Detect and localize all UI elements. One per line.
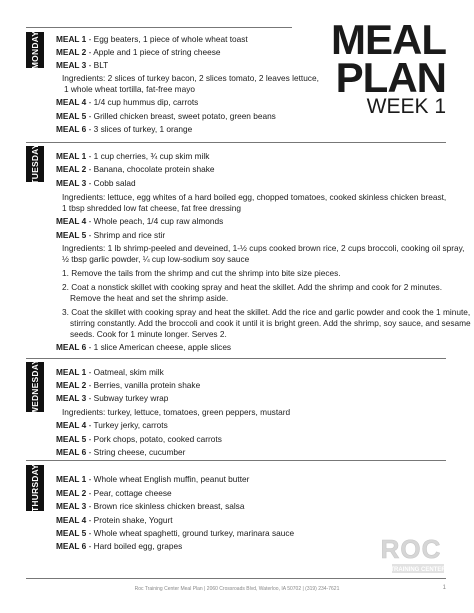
meal-item: MEAL 2 - Pear, cottage cheese <box>56 488 172 498</box>
day-tab-monday: MONDAY <box>26 32 44 68</box>
meal-item: MEAL 1 - Whole wheat English muffin, peanut butter <box>56 474 250 484</box>
ingredients-text: Ingredients: 2 slices of turkey bacon, 2 slices tomato, 2 leaves lettuce, <box>62 73 319 83</box>
meal-item: MEAL 5 - Shrimp and rice stir <box>56 230 166 240</box>
meal-item: MEAL 4 - Whole peach, 1/4 cup raw almonds <box>56 216 224 226</box>
day-tab-tuesday: TUESDAY <box>26 146 44 182</box>
meal-item: MEAL 1 - Egg beaters, 1 piece of whole wheat toast <box>56 34 248 44</box>
day-tab-wednesday: WEDNESDAY <box>26 362 44 412</box>
ingredients-text: 1 whole wheat tortilla, fat-free mayo <box>64 84 195 94</box>
recipe-step: Remove the heat and set the shrimp aside. <box>70 293 229 303</box>
meal-item: MEAL 6 - Hard boiled egg, grapes <box>56 541 183 551</box>
ingredients-text: 1 tbsp shredded low fat cheese, fat free dressing <box>62 203 241 213</box>
meal-item: MEAL 3 - Brown rice skinless chicken breast, salsa <box>56 501 245 511</box>
meal-item: MEAL 3 - Cobb salad <box>56 178 136 188</box>
meal-item: MEAL 1 - 1 cup cherries, ¾ cup skim milk <box>56 151 210 161</box>
day-tab-thursday: THURSDAY <box>26 465 44 511</box>
meal-item: MEAL 2 - Berries, vanilla protein shake <box>56 380 201 390</box>
meal-item: MEAL 5 - Grilled chicken breast, sweet potato, green beans <box>56 111 276 121</box>
ingredients-text: Ingredients: turkey, lettuce, tomatoes, green peppers, mustard <box>62 407 291 417</box>
section-divider <box>26 142 446 143</box>
recipe-step: 2. Coat a nonstick skillet with cooking spray and heat the skillet. Add the shrimp and cook for 2 minutes. <box>62 282 443 292</box>
recipe-step: 3. Coat the skillet with cooking spray and heat the skillet. Add the rice and garlic powder and cook the 1 minute, <box>62 307 471 317</box>
section-divider <box>26 358 446 359</box>
recipe-step: seeds. Cook for 1 minute longer. Serves 2. <box>70 329 227 339</box>
meal-item: MEAL 2 - Banana, chocolate protein shake <box>56 164 215 174</box>
ingredients-text: ½ tbsp garlic powder, ¼ cup low-sodium soy sauce <box>62 254 250 264</box>
meal-item: MEAL 4 - Turkey jerky, carrots <box>56 420 168 430</box>
section-divider <box>26 460 446 461</box>
meal-item: MEAL 6 - String cheese, cucumber <box>56 447 186 457</box>
recipe-step: stirring constantly. Add the broccoli and cook it until it is bright green. Add the shrimp, soy sauce, and sesame <box>70 318 471 328</box>
meal-item: MEAL 3 - Subway turkey wrap <box>56 393 169 403</box>
meal-item: MEAL 4 - 1/4 cup hummus dip, carrots <box>56 97 199 107</box>
svg-text:TRAINING CENTER: TRAINING CENTER <box>390 567 446 573</box>
footer-divider <box>26 578 446 579</box>
meal-item: MEAL 2 - Apple and 1 piece of string cheese <box>56 47 221 57</box>
meal-item: MEAL 6 - 3 slices of turkey, 1 orange <box>56 124 193 134</box>
meal-item: MEAL 3 - BLT <box>56 60 109 70</box>
page-number: 1 <box>442 585 446 591</box>
meal-item: MEAL 6 - 1 slice American cheese, apple slices <box>56 342 232 352</box>
svg-text:ROC: ROC <box>380 534 442 564</box>
title-meal: MEAL <box>331 16 446 63</box>
footer-text: Roc Training Center Meal Plan | 2060 Crossroads Blvd, Waterloo, IA 50702 | (319) 234-7621 <box>134 586 340 592</box>
ingredients-text: Ingredients: lettuce, egg whites of a hard boiled egg, chopped tomatoes, cooked skinless chicken breast, <box>62 192 447 202</box>
meal-item: MEAL 5 - Pork chops, potato, cooked carrots <box>56 434 222 444</box>
recipe-step: 1. Remove the tails from the shrimp and cut the shrimp into bite size pieces. <box>62 268 341 278</box>
title-week: WEEK 1 <box>366 95 446 118</box>
meal-item: MEAL 4 - Protein shake, Yogurt <box>56 515 173 525</box>
meal-item: MEAL 1 - Oatmeal, skim milk <box>56 367 164 377</box>
title-plan: PLAN <box>335 54 446 101</box>
meal-item: MEAL 5 - Whole wheat spaghetti, ground turkey, marinara sauce <box>56 528 295 538</box>
ingredients-text: Ingredients: 1 lb shrimp-peeled and deveined, 1-½ cups cooked brown rice, 2 cups broccoli, cooking oil spray, <box>62 243 465 253</box>
section-divider <box>26 27 292 28</box>
roc-logo-watermark <box>376 530 446 578</box>
